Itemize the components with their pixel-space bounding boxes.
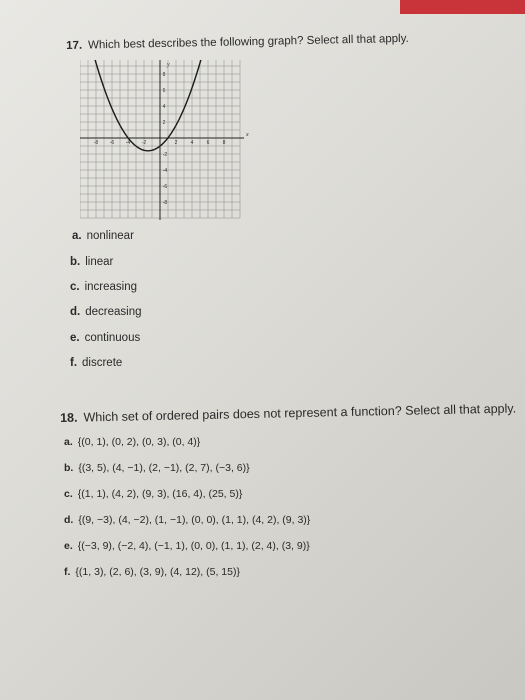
option-text: increasing — [84, 281, 138, 293]
option-text: linear — [85, 256, 114, 268]
option-text: {(9, −3), (4, −2), (1, −1), (0, 0), (1, 1), (4, 2), (9, 3)} — [78, 514, 311, 526]
option-text: discrete — [82, 357, 123, 369]
option-18-a[interactable] — [64, 436, 200, 448]
y-tick-label: 2 — [162, 120, 166, 126]
option-text: continuous — [84, 332, 141, 344]
question-17 — [66, 33, 409, 52]
option-letter: b. — [64, 462, 74, 474]
question-17-text: Which best describes the following graph? Select all that apply. — [87, 32, 409, 52]
x-tick-label: 6 — [206, 140, 210, 146]
option-text: {(3, 5), (4, −1), (2, −1), (2, 7), (−3, 6)} — [78, 462, 250, 474]
function-curve — [88, 60, 208, 151]
option-18-b[interactable] — [64, 462, 250, 474]
x-tick-label: -8 — [93, 140, 99, 146]
option-17-f[interactable] — [70, 357, 122, 369]
question-18 — [60, 401, 516, 425]
option-letter: c. — [70, 281, 80, 293]
axes — [80, 60, 244, 220]
x-tick-label: 2 — [174, 140, 178, 146]
option-17-b[interactable] — [70, 256, 113, 268]
option-text: decreasing — [85, 306, 142, 318]
option-text: {(0, 1), (0, 2), (0, 3), (0, 4)} — [77, 436, 201, 448]
option-17-e[interactable] — [70, 332, 140, 344]
option-17-d[interactable] — [70, 306, 142, 318]
option-letter: c. — [64, 488, 73, 500]
option-text: nonlinear — [86, 230, 134, 242]
x-tick-label: -4 — [125, 140, 131, 146]
question-18-number: 18. — [60, 410, 78, 425]
y-axis-label: y — [167, 62, 170, 68]
option-text: {(1, 1), (4, 2), (9, 3), (16, 4), (25, 5)} — [77, 488, 243, 500]
y-tick-label: -4 — [162, 168, 168, 174]
corner-tab — [400, 0, 525, 14]
option-letter: e. — [64, 540, 73, 552]
option-18-f[interactable] — [64, 566, 240, 578]
y-tick-label: 6 — [162, 88, 166, 94]
option-17-c[interactable] — [70, 281, 137, 293]
x-tick-label: 4 — [190, 140, 194, 146]
y-tick-label: -6 — [162, 184, 168, 190]
option-18-d[interactable] — [64, 514, 310, 526]
option-letter: a. — [72, 230, 82, 242]
option-letter: f. — [64, 566, 71, 578]
option-text: {(1, 3), (2, 6), (3, 9), (4, 12), (5, 15)} — [75, 566, 240, 578]
option-text: {(−3, 9), (−2, 4), (−1, 1), (0, 0), (1, 1), (2, 4), (3, 9)} — [77, 540, 310, 552]
y-tick-label: 4 — [162, 104, 166, 110]
x-axis-label: x — [246, 132, 249, 138]
option-18-c[interactable] — [64, 488, 242, 500]
option-18-e[interactable] — [64, 540, 310, 552]
option-letter: d. — [64, 514, 74, 526]
option-letter: f. — [70, 357, 78, 369]
option-17-a[interactable] — [72, 230, 134, 242]
question-17-number: 17. — [66, 39, 83, 52]
x-tick-label: -6 — [109, 140, 115, 146]
y-tick-label: 8 — [162, 72, 166, 78]
coordinate-graph — [80, 60, 250, 230]
option-letter: a. — [64, 436, 73, 448]
option-letter: d. — [70, 306, 81, 318]
question-18-text: Which set of ordered pairs does not represent a function? Select all that apply. — [83, 401, 517, 425]
y-tick-label: -2 — [162, 152, 168, 158]
y-tick-label: -8 — [162, 200, 168, 206]
x-tick-label: 8 — [222, 140, 226, 146]
option-letter: e. — [70, 332, 80, 344]
x-tick-label: -2 — [141, 140, 147, 146]
option-letter: b. — [70, 256, 81, 268]
